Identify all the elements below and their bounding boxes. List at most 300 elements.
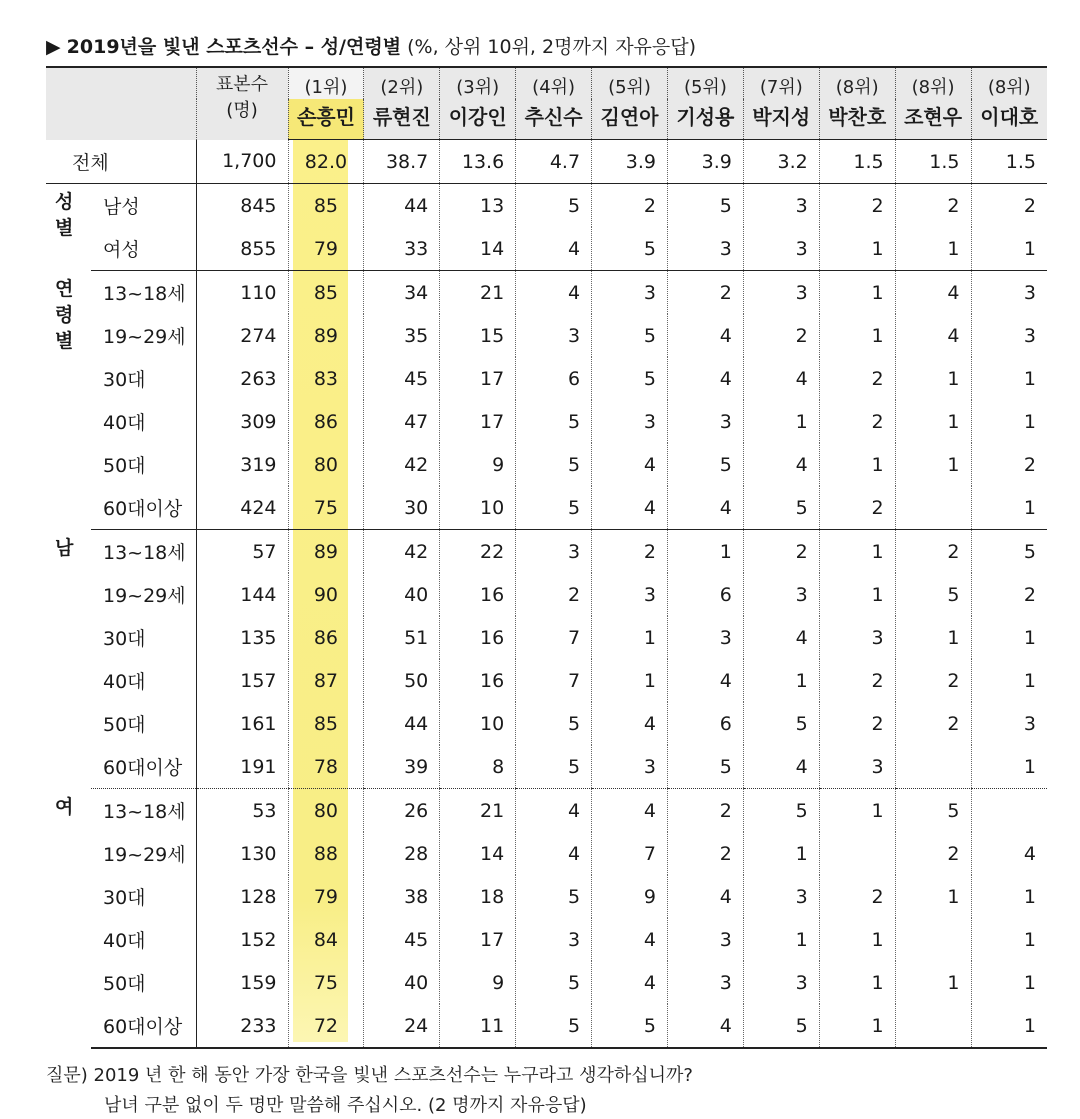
value-cell: 14	[440, 227, 516, 271]
value-cell: 2	[819, 184, 895, 228]
value-cell: 45	[364, 357, 440, 400]
value-cell: 1	[819, 314, 895, 357]
value-cell: 13	[440, 184, 516, 228]
value-cell: 4	[592, 961, 668, 1004]
value-cell: 22	[440, 530, 516, 574]
value-cell: 2	[895, 659, 971, 702]
value-cell: 5	[743, 1004, 819, 1048]
value-cell: 8	[440, 745, 516, 789]
value-cell: 7	[592, 832, 668, 875]
player-name: 손흥민	[288, 99, 364, 140]
value-cell: 3	[743, 271, 819, 315]
value-cell: 2	[971, 443, 1047, 486]
title-subtitle: (%, 상위 10위, 2명까지 자유응답)	[407, 36, 697, 58]
value-cell: 2	[592, 184, 668, 228]
title-main: 2019년을 빛낸 스포츠선수 – 성/연령별	[66, 36, 402, 58]
value-cell: 3	[592, 573, 668, 616]
sample-size-cell: 135	[196, 616, 288, 659]
value-cell: 2	[592, 530, 668, 574]
value-cell: 24	[364, 1004, 440, 1048]
player-name: 박지성	[743, 99, 819, 140]
value-cell: 1	[895, 443, 971, 486]
value-cell: 2	[819, 659, 895, 702]
table-row	[46, 184, 1047, 228]
value-cell: 5	[516, 400, 592, 443]
rank-label: (8위)	[971, 67, 1047, 99]
group-label: 성 별	[55, 191, 74, 239]
row-label: 40대	[103, 930, 146, 952]
table-row	[46, 745, 1047, 789]
value-cell: 39	[364, 745, 440, 789]
value-cell: 3	[971, 271, 1047, 315]
row-label: 13~18세	[103, 801, 186, 823]
row-label: 전체	[46, 140, 196, 184]
value-cell: 4	[592, 443, 668, 486]
value-cell: 6	[516, 357, 592, 400]
value-cell: 84	[288, 918, 364, 961]
value-cell: 1	[971, 227, 1047, 271]
row-label: 40대	[103, 671, 146, 693]
row-label: 60대이상	[91, 1004, 196, 1048]
value-cell: 3	[971, 314, 1047, 357]
value-cell: 38	[364, 875, 440, 918]
value-cell: 4	[592, 702, 668, 745]
sample-size-cell: 1,700	[196, 140, 288, 184]
value-cell: 7	[516, 616, 592, 659]
value-cell: 85	[288, 702, 364, 745]
value-cell: 3	[743, 227, 819, 271]
table-row	[46, 875, 1047, 918]
value-cell: 5	[971, 530, 1047, 574]
table-row	[46, 271, 1047, 315]
value-cell: 28	[364, 832, 440, 875]
row-label: 13~18세	[103, 542, 186, 564]
rank-label: (2위)	[364, 67, 440, 99]
value-cell: 1	[971, 1004, 1047, 1048]
table-row	[46, 357, 1047, 400]
value-cell: 17	[440, 400, 516, 443]
rank-label: (8위)	[819, 67, 895, 99]
value-cell: 5	[667, 745, 743, 789]
table-row	[46, 443, 1047, 486]
player-name: 류현진	[364, 99, 440, 140]
value-cell: 5	[667, 184, 743, 228]
sample-size-cell: 110	[196, 271, 288, 315]
value-cell: 4	[667, 486, 743, 530]
rank-label: (7위)	[743, 67, 819, 99]
group-label: 여	[55, 795, 74, 818]
row-label: 60대이상	[91, 486, 196, 530]
value-cell: 3	[743, 875, 819, 918]
value-cell: 1	[895, 357, 971, 400]
value-cell	[895, 1004, 971, 1048]
rank-label: (5위)	[667, 67, 743, 99]
value-cell: 5	[743, 702, 819, 745]
value-cell: 3	[516, 918, 592, 961]
value-cell: 40	[364, 573, 440, 616]
value-cell: 5	[743, 486, 819, 530]
value-cell: 3	[516, 314, 592, 357]
footnote-question: 질문) 2019 년 한 해 동안 가장 한국을 빛낸 스포츠선수는 누구라고 생각하십니까?	[46, 1065, 693, 1086]
table-row	[46, 918, 1047, 961]
header-rank-row	[46, 67, 1047, 99]
value-cell: 1.5	[971, 140, 1047, 184]
sample-size-cell: 130	[196, 832, 288, 875]
results-table	[46, 66, 1047, 1049]
sample-size-cell: 263	[196, 357, 288, 400]
player-name: 이대호	[971, 99, 1047, 140]
sample-size-cell: 424	[196, 486, 288, 530]
value-cell: 3	[516, 530, 592, 574]
value-cell: 1.5	[819, 140, 895, 184]
value-cell: 2	[819, 486, 895, 530]
value-cell: 1	[971, 357, 1047, 400]
row-label: 30대	[103, 369, 146, 391]
table-row	[46, 702, 1047, 745]
value-cell: 9	[440, 443, 516, 486]
value-cell: 1	[667, 530, 743, 574]
value-cell: 18	[440, 875, 516, 918]
sample-size-cell: 144	[196, 573, 288, 616]
value-cell: 35	[364, 314, 440, 357]
value-cell: 4	[592, 789, 668, 833]
value-cell: 1	[819, 227, 895, 271]
sample-size-cell: 845	[196, 184, 288, 228]
value-cell: 33	[364, 227, 440, 271]
table-row	[46, 1004, 1047, 1048]
value-cell: 13.6	[440, 140, 516, 184]
rank-label: (4위)	[516, 67, 592, 99]
value-cell: 4	[971, 832, 1047, 875]
value-cell: 1	[971, 961, 1047, 1004]
value-cell: 3	[667, 616, 743, 659]
value-cell: 5	[667, 443, 743, 486]
table-row	[46, 616, 1047, 659]
row-label: 60대이상	[91, 745, 196, 789]
sample-size-cell: 128	[196, 875, 288, 918]
value-cell: 6	[667, 702, 743, 745]
total-row	[46, 140, 1047, 184]
row-label: 30대	[103, 887, 146, 909]
table-row	[46, 789, 1047, 833]
value-cell: 4	[743, 357, 819, 400]
table-row	[46, 961, 1047, 1004]
table-row	[46, 227, 1047, 271]
value-cell: 89	[288, 314, 364, 357]
table-row	[46, 573, 1047, 616]
row-label: 여성	[91, 227, 196, 271]
value-cell: 5	[592, 314, 668, 357]
value-cell: 15	[440, 314, 516, 357]
value-cell: 1	[819, 789, 895, 833]
value-cell: 2	[667, 271, 743, 315]
value-cell: 4	[895, 271, 971, 315]
sample-size-cell: 274	[196, 314, 288, 357]
value-cell: 1	[592, 616, 668, 659]
table-row	[46, 659, 1047, 702]
value-cell: 1	[743, 659, 819, 702]
value-cell: 3	[667, 227, 743, 271]
value-cell: 5	[516, 702, 592, 745]
value-cell: 3	[743, 573, 819, 616]
footnote-instruction: 남녀 구분 없이 두 명만 말씀해 주십시오. (2 명까지 자유응답)	[104, 1095, 587, 1116]
rank-label: (8위)	[895, 67, 971, 99]
value-cell: 5	[516, 875, 592, 918]
value-cell: 4	[592, 918, 668, 961]
value-cell: 6	[667, 573, 743, 616]
value-cell: 75	[288, 486, 364, 530]
value-cell: 75	[288, 961, 364, 1004]
value-cell	[895, 745, 971, 789]
value-cell: 1	[971, 745, 1047, 789]
value-cell: 1.5	[895, 140, 971, 184]
value-cell: 1	[971, 486, 1047, 530]
value-cell: 17	[440, 918, 516, 961]
value-cell: 14	[440, 832, 516, 875]
value-cell: 1	[895, 875, 971, 918]
value-cell: 2	[516, 573, 592, 616]
value-cell: 21	[440, 271, 516, 315]
value-cell: 3	[743, 184, 819, 228]
value-cell: 87	[288, 659, 364, 702]
value-cell: 4	[743, 745, 819, 789]
value-cell: 9	[440, 961, 516, 1004]
value-cell: 11	[440, 1004, 516, 1048]
table-body	[46, 140, 1047, 1049]
value-cell: 79	[288, 875, 364, 918]
header-corner	[46, 67, 196, 140]
sample-size-header: 표본수 (명)	[196, 67, 288, 140]
value-cell: 5	[592, 1004, 668, 1048]
value-cell: 42	[364, 443, 440, 486]
value-cell: 4	[667, 1004, 743, 1048]
value-cell: 1	[895, 961, 971, 1004]
row-label: 50대	[103, 455, 146, 477]
value-cell: 2	[819, 400, 895, 443]
value-cell: 45	[364, 918, 440, 961]
value-cell: 2	[667, 832, 743, 875]
value-cell: 2	[743, 530, 819, 574]
value-cell: 79	[288, 227, 364, 271]
table-row	[46, 530, 1047, 574]
value-cell	[895, 918, 971, 961]
value-cell: 4	[895, 314, 971, 357]
value-cell: 5	[516, 1004, 592, 1048]
value-cell: 1	[743, 832, 819, 875]
value-cell: 3.2	[743, 140, 819, 184]
value-cell: 44	[364, 184, 440, 228]
sample-size-cell: 152	[196, 918, 288, 961]
value-cell: 1	[971, 875, 1047, 918]
value-cell: 5	[895, 573, 971, 616]
value-cell: 4.7	[516, 140, 592, 184]
value-cell: 3	[592, 271, 668, 315]
row-label: 13~18세	[103, 283, 186, 305]
value-cell: 5	[895, 789, 971, 833]
value-cell: 2	[971, 573, 1047, 616]
value-cell: 1	[971, 616, 1047, 659]
player-name: 추신수	[516, 99, 592, 140]
value-cell: 40	[364, 961, 440, 1004]
sample-size-cell: 855	[196, 227, 288, 271]
value-cell: 5	[592, 357, 668, 400]
player-name: 김연아	[592, 99, 668, 140]
value-cell: 30	[364, 486, 440, 530]
sample-size-cell: 157	[196, 659, 288, 702]
row-label: 19~29세	[103, 326, 186, 348]
sample-size-cell: 233	[196, 1004, 288, 1048]
player-name: 조현우	[895, 99, 971, 140]
value-cell: 1	[819, 918, 895, 961]
value-cell: 1	[592, 659, 668, 702]
value-cell: 82.0	[288, 140, 364, 184]
value-cell: 2	[667, 789, 743, 833]
value-cell: 2	[971, 184, 1047, 228]
value-cell: 1	[819, 271, 895, 315]
value-cell: 1	[895, 400, 971, 443]
value-cell: 3.9	[592, 140, 668, 184]
value-cell: 1	[971, 659, 1047, 702]
value-cell: 3	[819, 745, 895, 789]
value-cell: 1	[819, 530, 895, 574]
value-cell: 86	[288, 400, 364, 443]
value-cell: 4	[743, 443, 819, 486]
value-cell: 4	[667, 659, 743, 702]
row-label: 50대	[103, 714, 146, 736]
sample-size-cell: 159	[196, 961, 288, 1004]
value-cell: 16	[440, 573, 516, 616]
value-cell: 5	[516, 745, 592, 789]
value-cell	[895, 486, 971, 530]
table-row	[46, 400, 1047, 443]
value-cell: 1	[819, 573, 895, 616]
rank-label: (1위)	[288, 67, 364, 99]
value-cell: 47	[364, 400, 440, 443]
value-cell: 2	[819, 702, 895, 745]
row-label: 19~29세	[103, 844, 186, 866]
row-label: 19~29세	[103, 585, 186, 607]
player-name: 기성용	[667, 99, 743, 140]
value-cell: 2	[895, 832, 971, 875]
table-row	[46, 832, 1047, 875]
value-cell: 10	[440, 486, 516, 530]
value-cell: 3.9	[667, 140, 743, 184]
row-label: 50대	[103, 973, 146, 995]
value-cell: 9	[592, 875, 668, 918]
value-cell: 80	[288, 789, 364, 833]
value-cell: 5	[516, 961, 592, 1004]
table-title	[46, 32, 696, 59]
value-cell: 5	[516, 486, 592, 530]
value-cell	[819, 832, 895, 875]
value-cell: 80	[288, 443, 364, 486]
value-cell: 1	[895, 227, 971, 271]
value-cell: 90	[288, 573, 364, 616]
table-row	[46, 486, 1047, 530]
value-cell	[971, 789, 1047, 833]
value-cell: 5	[743, 789, 819, 833]
table-row	[46, 314, 1047, 357]
value-cell: 1	[743, 400, 819, 443]
value-cell: 21	[440, 789, 516, 833]
value-cell: 1	[819, 1004, 895, 1048]
value-cell: 2	[819, 357, 895, 400]
triangle-marker-icon: ▶	[46, 36, 61, 58]
sample-size-cell: 319	[196, 443, 288, 486]
value-cell: 72	[288, 1004, 364, 1048]
value-cell: 26	[364, 789, 440, 833]
value-cell: 89	[288, 530, 364, 574]
value-cell: 83	[288, 357, 364, 400]
value-cell: 1	[971, 400, 1047, 443]
value-cell: 5	[516, 184, 592, 228]
value-cell: 51	[364, 616, 440, 659]
sample-size-cell: 53	[196, 789, 288, 833]
value-cell: 4	[592, 486, 668, 530]
value-cell: 4	[667, 875, 743, 918]
value-cell: 4	[516, 832, 592, 875]
value-cell: 4	[667, 357, 743, 400]
value-cell: 3	[971, 702, 1047, 745]
value-cell: 16	[440, 659, 516, 702]
sample-size-cell: 191	[196, 745, 288, 789]
value-cell: 42	[364, 530, 440, 574]
value-cell: 2	[743, 314, 819, 357]
value-cell: 2	[895, 184, 971, 228]
sample-size-cell: 309	[196, 400, 288, 443]
value-cell: 86	[288, 616, 364, 659]
value-cell: 1	[743, 918, 819, 961]
value-cell: 3	[592, 745, 668, 789]
value-cell: 16	[440, 616, 516, 659]
value-cell: 1	[819, 961, 895, 1004]
value-cell: 34	[364, 271, 440, 315]
value-cell: 2	[819, 875, 895, 918]
value-cell: 17	[440, 357, 516, 400]
value-cell: 3	[667, 400, 743, 443]
value-cell: 3	[592, 400, 668, 443]
value-cell: 10	[440, 702, 516, 745]
value-cell: 4	[743, 616, 819, 659]
row-label: 40대	[103, 412, 146, 434]
value-cell: 85	[288, 184, 364, 228]
value-cell: 78	[288, 745, 364, 789]
value-cell: 2	[895, 530, 971, 574]
rank-label: (5위)	[592, 67, 668, 99]
value-cell: 4	[516, 789, 592, 833]
value-cell: 3	[743, 961, 819, 1004]
group-label: 남	[55, 536, 74, 559]
value-cell: 1	[819, 443, 895, 486]
value-cell: 3	[819, 616, 895, 659]
value-cell: 4	[667, 314, 743, 357]
value-cell: 85	[288, 271, 364, 315]
value-cell: 4	[516, 227, 592, 271]
value-cell: 1	[971, 918, 1047, 961]
value-cell: 1	[895, 616, 971, 659]
rank-label: (3위)	[440, 67, 516, 99]
value-cell: 7	[516, 659, 592, 702]
value-cell: 44	[364, 702, 440, 745]
sample-size-cell: 57	[196, 530, 288, 574]
player-name: 이강인	[440, 99, 516, 140]
sample-size-cell: 161	[196, 702, 288, 745]
row-label: 30대	[103, 628, 146, 650]
value-cell: 3	[667, 961, 743, 1004]
row-label: 남성	[103, 196, 140, 218]
group-label: 연 령 별	[55, 277, 74, 352]
value-cell: 38.7	[364, 140, 440, 184]
